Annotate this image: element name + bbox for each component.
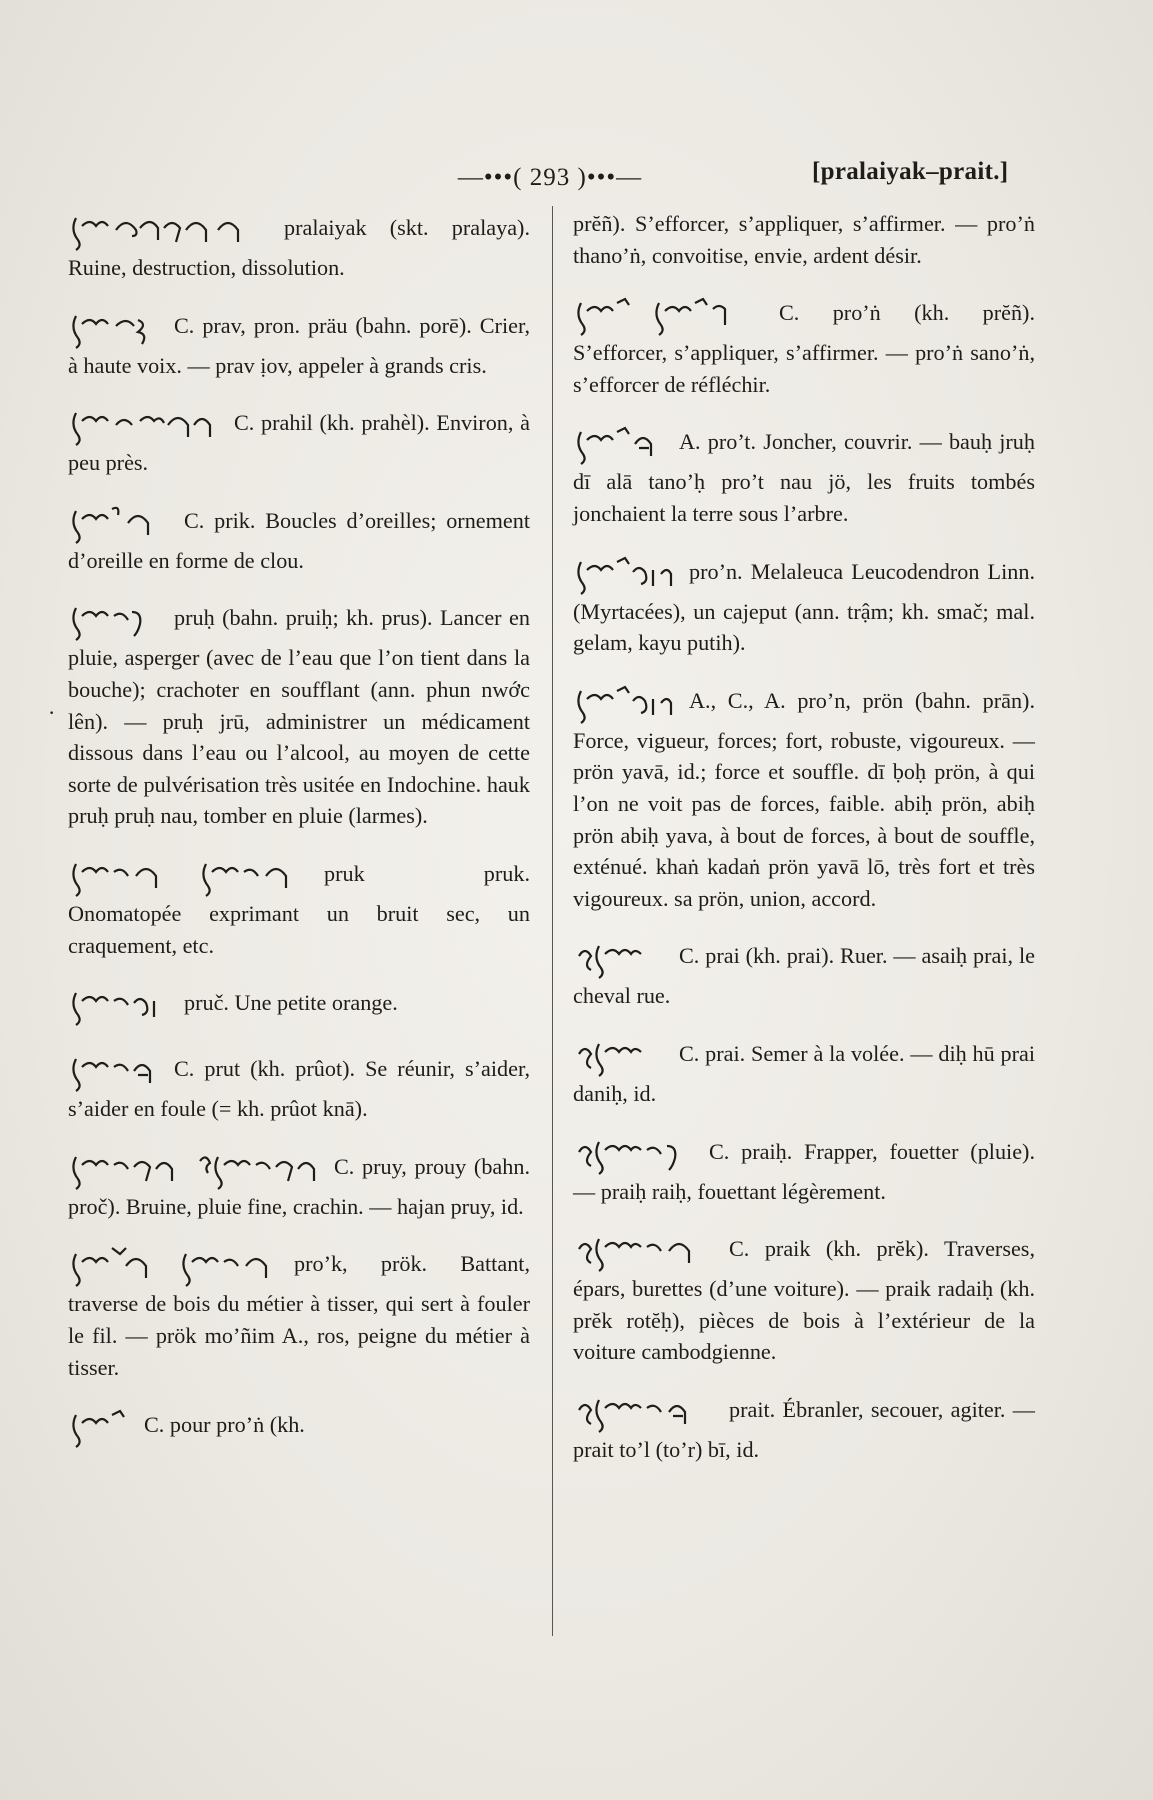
entry: C. prik. Boucles d’oreilles; ornement d’oreille en forme de clou. [68,501,530,577]
cham-script-icon [573,293,773,337]
entry: pruḥ (bahn. pruiḥ; kh. prus). Lancer en pluie, asperger (avec de l’eau que l’on tient dans la bouche); crachoter en soufflant (ann. phun nwớc lên). — pruḥ jrū, administrer un médicament dissous dans l’eau ou l’alcool, au moyen de cette sorte de pulvérisation très usitée en Indochine. hauk pruḥ pruḥ nau, tomber en pluie (larmes). [68,598,530,832]
column-divider [552,206,553,1636]
cham-script-icon [573,422,673,466]
cham-script-icon [573,1034,673,1078]
entry: C. pour pro’ṅ (kh. [68,1405,530,1449]
cham-script-icon [573,1229,723,1273]
cham-script-icon [68,501,178,545]
cham-script-icon [573,681,683,725]
page-number: —•••( 293 )•••— [457,164,643,191]
cham-script-icon [68,208,278,252]
cham-script-icon [68,983,178,1027]
cham-script-icon [573,552,683,596]
entry: pruč. Une petite orange. [68,983,530,1027]
cham-script-icon [68,1147,328,1191]
entry: pro’n. Melaleuca Leucodendron Linn. (Myrtacées), un cajeput (ann. trậm; kh. smač; mal. gelam, kayu putih). [573,552,1035,659]
cham-script-icon [68,1405,138,1449]
cham-script-icon [573,936,673,980]
entry: C. praik (kh. prĕk). Traverses, épars, burettes (d’une voiture). — praik radaiḥ (kh. prĕk rotĕḥ), pièces de bois à l’extérieur de la voiture cambodgienne. [573,1229,1035,1368]
cham-script-icon [68,1049,168,1093]
entry: C. prai (kh. prai). Ruer. — asaiḥ prai, le cheval rue. [573,936,1035,1012]
right-column [573,208,1035,1487]
cham-script-icon [68,854,318,898]
entry: C. prut (kh. prûot). Se réunir, s’aider, s’aider en foule (= kh. prûot knā). [68,1049,530,1125]
entry: C. prav, pron. präu (bahn. porē). Crier, à haute voix. — prav ịov, appeler à grands cris. [68,306,530,382]
entry: prĕñ). S’efforcer, s’appliquer, s’affirmer. — pro’ṅ thano’ṅ, convoitise, envie, ardent désir. [573,211,1035,268]
entry: pralaiyak (skt. pralaya). Ruine, destruction, dissolution. [68,208,530,284]
cham-script-icon [573,1132,703,1176]
entry: pro’k, prök. Battant, traverse de bois du métier à tisser, qui sert à fouler le fil. — prök mo’ñim A., ros, peigne du métier à tisser. [68,1244,530,1383]
entry: C. prahil (kh. prahèl). Environ, à peu près. [68,403,530,479]
left-column [68,208,530,1471]
cham-script-icon [68,403,228,447]
running-head: [pralaiyak–prait.] [812,158,1009,185]
entry: prait. Ébranler, secouer, agiter. — prait to’l (to’r) bī, id. [573,1390,1035,1466]
entry: C. pruy, prouy (bahn. proč). Bruine, pluie fine, crachin. — hajan pruy, id. [68,1147,530,1223]
cham-script-icon [68,306,168,350]
margin-mark: · [48,700,56,725]
entry: C. praiḥ. Frapper, fouetter (pluie). — praiḥ raiḥ, fouettant légèrement. [573,1132,1035,1208]
entry: C. pro’ṅ (kh. prĕñ). S’efforcer, s’appliquer, s’affirmer. — pro’ṅ sano’ṅ, s’efforcer de réfléchir. [573,293,1035,400]
cham-script-icon [573,1390,723,1434]
entry: pruk pruk. Onomatopée exprimant un bruit sec, un craquement, etc. [68,854,530,961]
entry: A., C., A. pro’n, prön (bahn. prān). Force, vigueur, forces; fort, robuste, vigoureux. — prön yavā, id.; force et souffle. dī ḅoḥ prön, à qui l’on ne voit pas de forces, faible. abiḥ prön, abiḥ prön abiḥ yava, à bout de forces, à bout de souffle, exténué. khaṅ kadaṅ prön yavā lō, très fort et très vigoureux. sa prön, union, accord. [573,681,1035,915]
cham-script-icon [68,1244,288,1288]
entry: A. pro’t. Joncher, couvrir. — bauḥ jruḥ dī alā tano’ḥ pro’t nau jö, les fruits tombés jonchaient la terre sous l’arbre. [573,422,1035,529]
entry: C. prai. Semer à la volée. — diḥ hū prai daniḥ, id. [573,1034,1035,1110]
cham-script-icon [68,598,168,642]
